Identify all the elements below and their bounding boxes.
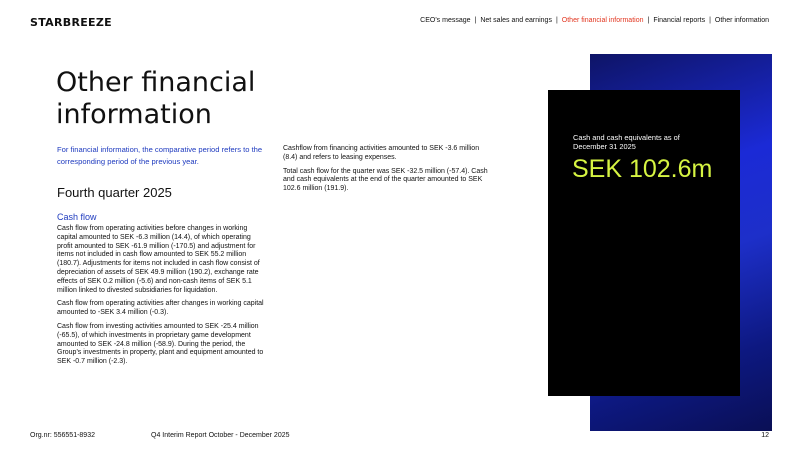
nav-other-information[interactable]: Other information bbox=[714, 17, 769, 24]
operating-cash-flow-paragraph: Cash flow from operating activities before changes in working capital amounted to SEK -6.3 million (14.4), of which operating profit amounted to SEK -61.9 million (-170.5) and adjustment for items not included in cash flow amounted to SEK 55.2 million (180.7). Adjustments for items not included in cash flow consist of depreciation of assets of SEK 49.9 million (190.2), exchange rate effects of SEK 0.2 million (-5.6) and non-cash items of SEK 5.1 million linked to divested subsidiaries for liquidation. bbox=[57, 225, 260, 294]
left-text-column bbox=[57, 225, 267, 372]
total-cash-flow-paragraph: Total cash flow for the quarter was SEK -32.5 million (-57.4). Cash and cash equivalents at the end of the quarter amounted to SEK 102.6 million (191.9). bbox=[283, 167, 488, 193]
working-capital-paragraph: Cash flow from operating activities after changes in working capital amounted to -SEK 3.4 million (-0.3). bbox=[57, 300, 264, 317]
middle-text-column bbox=[283, 145, 495, 199]
nav-ceos-message[interactable]: CEO's message bbox=[420, 17, 471, 24]
top-navigation bbox=[420, 17, 769, 24]
nav-separator: | bbox=[647, 17, 650, 24]
footer-report-title: Q4 Interim Report October - December 2025 bbox=[151, 432, 290, 439]
kpi-value: SEK 102.6m bbox=[572, 155, 713, 183]
nav-other-financial-information[interactable]: Other financial information bbox=[561, 17, 644, 24]
nav-separator: | bbox=[555, 17, 558, 24]
kpi-label: Cash and cash equivalents as of December 31 2025 bbox=[573, 133, 680, 151]
nav-net-sales-and-earnings[interactable]: Net sales and earnings bbox=[480, 17, 552, 24]
footer-org-number: Org.nr: 556551-8932 bbox=[30, 432, 95, 439]
investing-activities-paragraph: Cash flow from investing activities amounted to SEK -25.4 million (-65.5), of which investments in proprietary game development amounted to SEK -24.8 million (-58.9). During the period, the Group's investments in property, plant and equipment amounted to SEK -0.7 million (-2.3). bbox=[57, 322, 264, 366]
cash-flow-heading: Cash flow bbox=[57, 212, 97, 222]
quarter-heading: Fourth quarter 2025 bbox=[57, 185, 172, 200]
nav-separator: | bbox=[474, 17, 477, 24]
nav-financial-reports[interactable]: Financial reports bbox=[653, 17, 706, 24]
starbreeze-logo: STARBREEZE bbox=[30, 16, 112, 29]
page-number: 12 bbox=[761, 432, 769, 439]
nav-separator: | bbox=[709, 17, 711, 24]
page-title: Other financial information bbox=[56, 67, 256, 130]
intro-text: For financial information, the comparative period refers to the corresponding period of the previous year. bbox=[57, 145, 263, 166]
financing-activities-paragraph: Cashflow from financing activities amounted to SEK -3.6 million (8.4) and refers to leasing expenses. bbox=[283, 145, 480, 161]
